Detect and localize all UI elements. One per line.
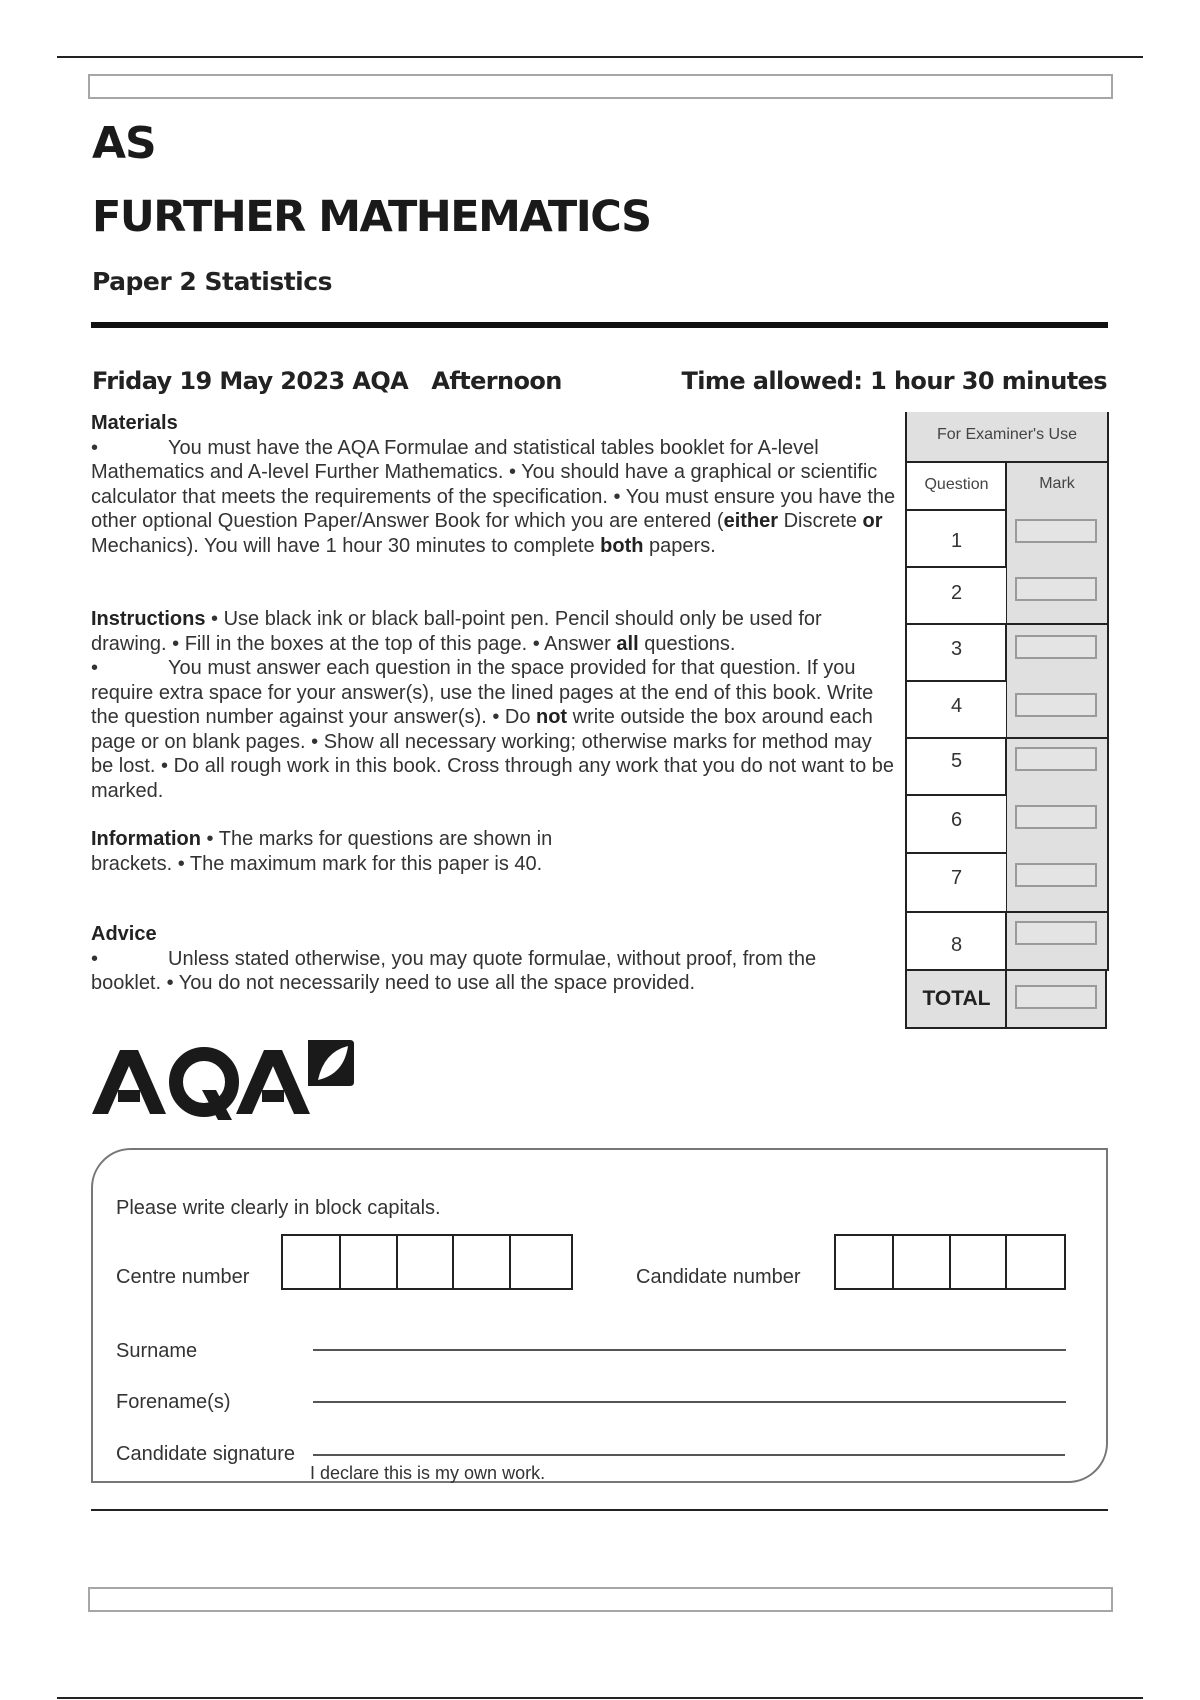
subject-title: FURTHER MATHEMATICS xyxy=(92,192,651,242)
bullet: • xyxy=(91,657,99,679)
surname-label: Surname xyxy=(116,1340,198,1362)
top-rule xyxy=(57,56,1143,58)
information-section: Information • The marks for questions are shown in brackets. • The maximum mark for this paper is 40. xyxy=(91,828,553,875)
forenames-label: Forename(s) xyxy=(116,1391,231,1413)
candidate-number-digit[interactable] xyxy=(1007,1236,1064,1288)
mark-cell xyxy=(1005,509,1109,627)
centre-number-digit[interactable] xyxy=(341,1236,398,1288)
header-box xyxy=(88,74,1113,99)
question-number-cell: 2 xyxy=(905,566,1006,625)
bullet: • xyxy=(91,436,99,459)
instructions-section: Instructions • Use black ink or black ball-point pen. Pencil should only be used for drawing. • Fill in the boxes at the top of this page. • Answer all questions. • You must answer each question in the space provided for that question. If you require extra space for your answer(s), use the lined pages at the end of this book. Write the question number against your answer(s). • Do not write outside the box around each page or on blank pages. • Show all necessary working; otherwise marks for method may be lost. • Do all rough work in this book. Cross through any work that you do not want to be marked. xyxy=(91,608,894,802)
signature-label: Candidate signature xyxy=(116,1443,296,1465)
surname-input[interactable] xyxy=(313,1349,1066,1351)
declaration-text: I declare this is my own work. xyxy=(310,1463,546,1483)
candidate-number-digit[interactable] xyxy=(951,1236,1007,1288)
qualification-level: AS xyxy=(92,118,156,169)
candidate-number-input[interactable] xyxy=(834,1234,1066,1290)
mark-cell xyxy=(1005,911,1109,971)
bullet: • xyxy=(91,947,99,970)
bottom-rule xyxy=(57,1697,1143,1699)
materials-section: Materials • You must have the AQA Formulae and statistical tables booklet for A-level Mathematics and A-level Further Mathematics. • You should have a graphical or scientific calculator that meets the requirements of the specification. • You must ensure you have the other optional Question Paper/Answer Book for which you are entered (either Discrete or Mechanics). You will have 1 hour 30 minutes to complete both papers. xyxy=(91,412,896,557)
question-number-cell: 6 xyxy=(905,794,1006,854)
mark-input-q7[interactable] xyxy=(1015,863,1097,887)
mark-cell xyxy=(1005,737,1109,913)
column-header-question: Question xyxy=(905,461,1006,511)
mark-cell xyxy=(1005,623,1109,739)
question-number-cell: 4 xyxy=(905,680,1006,739)
exam-date: Friday 19 May 2023 AQA Afternoon xyxy=(92,367,562,395)
centre-number-digit[interactable] xyxy=(398,1236,454,1288)
signature-input[interactable] xyxy=(313,1454,1065,1456)
centre-number-digit[interactable] xyxy=(511,1236,569,1288)
total-mark-cell xyxy=(1005,969,1107,1029)
title-rule xyxy=(91,322,1108,328)
instructions-heading: Instructions xyxy=(91,608,206,630)
information-heading: Information xyxy=(91,828,201,850)
time-allowed: Time allowed: 1 hour 30 minutes xyxy=(681,367,1107,395)
mark-input-q8[interactable] xyxy=(1015,921,1097,945)
question-number-cell: 3 xyxy=(905,623,1006,682)
question-number-cell: 1 xyxy=(905,509,1006,568)
question-number-cell: 8 xyxy=(905,911,1006,971)
centre-number-digit[interactable] xyxy=(454,1236,511,1288)
paper-title: Paper 2 Statistics xyxy=(92,267,332,296)
candidate-number-label: Candidate number xyxy=(636,1266,801,1288)
mark-input-q2[interactable] xyxy=(1015,577,1097,601)
aqa-logo-icon xyxy=(92,1030,362,1125)
advice-section: Advice • Unless stated otherwise, you may quote formulae, without proof, from the booklet. • You do not necessarily need to use all the space provided. xyxy=(91,923,817,994)
mark-input-q3[interactable] xyxy=(1015,635,1097,659)
centre-number-digit[interactable] xyxy=(283,1236,341,1288)
question-number-cell: 5 xyxy=(905,737,1006,796)
mark-input-q5[interactable] xyxy=(1015,747,1097,771)
materials-heading: Materials xyxy=(91,412,178,434)
mark-input-q4[interactable] xyxy=(1015,693,1097,717)
block-capitals-instruction: Please write clearly in block capitals. xyxy=(116,1197,441,1219)
mark-input-q6[interactable] xyxy=(1015,805,1097,829)
mark-input-q1[interactable] xyxy=(1015,519,1097,543)
forenames-input[interactable] xyxy=(313,1401,1066,1403)
footer-box xyxy=(88,1587,1113,1612)
total-label-cell: TOTAL xyxy=(905,969,1006,1029)
aqa-logo xyxy=(92,1030,362,1125)
candidate-number-digit[interactable] xyxy=(836,1236,894,1288)
centre-number-label: Centre number xyxy=(116,1266,250,1288)
total-mark-input[interactable] xyxy=(1015,985,1097,1009)
candidate-number-digit[interactable] xyxy=(894,1236,951,1288)
centre-number-input[interactable] xyxy=(281,1234,573,1290)
advice-heading: Advice xyxy=(91,923,157,945)
examiners-use-title: For Examiner's Use xyxy=(905,412,1109,461)
question-number-cell: 7 xyxy=(905,852,1006,913)
column-header-mark: Mark xyxy=(1005,461,1109,511)
candidate-box-bottom-rule xyxy=(91,1509,1108,1511)
